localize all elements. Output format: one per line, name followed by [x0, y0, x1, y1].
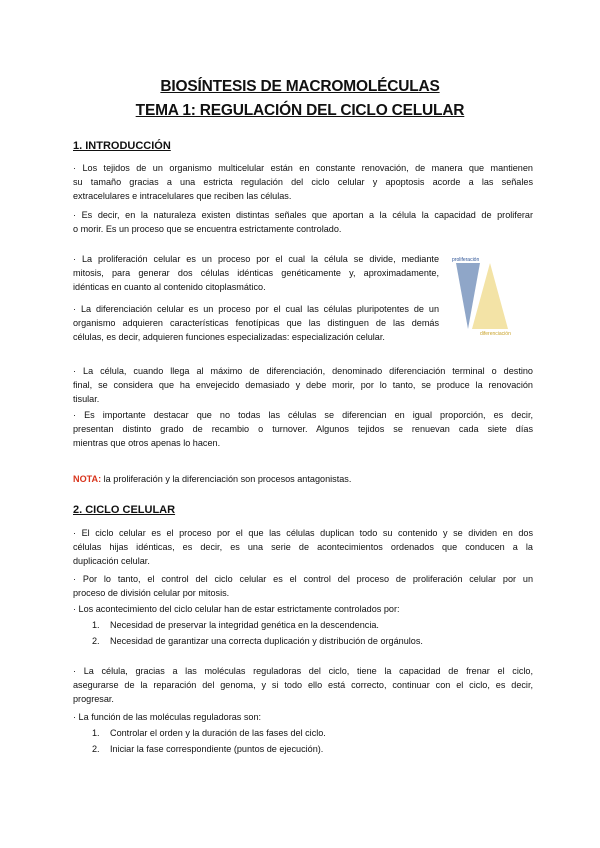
- list-number: 2.: [92, 636, 100, 646]
- text-line: proceso de división celular por mitosis.: [73, 588, 230, 599]
- paragraph: [73, 208, 533, 236]
- text-line: · El ciclo celular es el proceso por el que las células duplican todo su contenido y se dividen en dos: [73, 528, 533, 538]
- text-line: extracelulares e intracelulares que reciben las células.: [73, 191, 292, 202]
- document-title: BIOSÍNTESIS DE MACROMOLÉCULAS: [160, 78, 440, 95]
- text-line: · Es decir, en la naturaleza existen distintas señales que aportan a la célula la capacidad de proliferar: [73, 210, 533, 220]
- section-heading-ciclo-celular: 2. CICLO CELULAR: [73, 504, 176, 516]
- text-line: · La célula, cuando llega al máximo de diferenciación, denominado diferenciación terminal o destino: [73, 366, 533, 376]
- text-line: · La célula, gracias a las moléculas reguladoras del ciclo, tiene la capacidad de frenar el ciclo,: [73, 666, 533, 676]
- section-heading-introduccion: 1. INTRODUCCIÓN: [73, 140, 171, 152]
- text-line: presentan distinto grado de recambio o turnover. Algunos tejidos se renuevan cada siete días: [73, 424, 533, 435]
- text-line: · La función de las moléculas reguladoras son:: [73, 712, 262, 722]
- note-label: NOTA:: [73, 474, 102, 484]
- list-item: [92, 634, 423, 648]
- text-line: células, es decir, adquieren funciones especializadas: especialización celular.: [73, 332, 385, 343]
- note-text: la proliferación y la diferenciación son procesos antagonistas.: [101, 474, 352, 484]
- list-text: Controlar el orden y la duración de las fases del ciclo.: [110, 728, 326, 738]
- paragraph: [73, 161, 533, 204]
- text-line: mientras que otros apenas lo hacen.: [73, 438, 221, 449]
- list-number: 2.: [92, 744, 100, 754]
- text-line: idénticas en cuanto al contenido citoplasmático.: [73, 282, 266, 293]
- text-line: tisular.: [73, 394, 100, 405]
- list-text: Necesidad de preservar la integridad genética en la descendencia.: [110, 620, 379, 630]
- text-line: · Los tejidos de un organismo multicelular están en constante renovación, de manera que mantienen: [73, 163, 533, 173]
- text-line: final, se considera que ha envejecido demasiado y debe morir, por lo tanto, se produce la renovación: [73, 380, 533, 391]
- list-number: 1.: [92, 728, 100, 738]
- text-line: · La diferenciación celular es un proceso por el cual las células pluripotentes de un: [73, 304, 439, 314]
- text-line: duplicación celular.: [73, 556, 150, 567]
- paragraph: [73, 664, 533, 707]
- text-line: organismo adquieren características fenotípicas que las distinguen de las demás: [73, 318, 439, 329]
- list-number: 1.: [92, 620, 100, 630]
- list-text: Iniciar la fase correspondiente (puntos de ejecución).: [110, 744, 324, 754]
- paragraph: [73, 572, 533, 600]
- differentiation-label: diferenciación: [480, 331, 511, 337]
- list-text: Necesidad de garantizar una correcta duplicación y distribución de orgánulos.: [110, 636, 423, 646]
- paragraph: [73, 602, 533, 616]
- proliferation-differentiation-figure: [450, 253, 520, 337]
- paragraph: [73, 526, 533, 569]
- text-line: · Es importante destacar que no todas las células se diferencian en igual proporción, es decir,: [73, 410, 533, 420]
- text-line: · Por lo tanto, el control del ciclo celular es el control del proceso de proliferación celular por un: [73, 574, 533, 584]
- list-item: [92, 618, 379, 632]
- paragraph: [73, 252, 439, 295]
- text-line: o morir. Es un proceso que se encuentra estrictamente controlado.: [73, 224, 342, 235]
- text-line: mitosis, para generar dos células idénticas genéticamente y, aproximadamente,: [73, 268, 439, 279]
- text-line: · La proliferación celular es un proceso por el cual la célula se divide, mediante: [73, 254, 439, 264]
- proliferation-label: proliferación: [452, 257, 480, 263]
- paragraph: [73, 408, 533, 451]
- paragraph: [73, 364, 533, 407]
- list-item: [92, 726, 326, 740]
- text-line: progresar.: [73, 694, 114, 705]
- note: [73, 472, 533, 486]
- text-line: · Los acontecimiento del ciclo celular han de estar estrictamente controlados por:: [73, 604, 400, 614]
- paragraph: [73, 710, 533, 724]
- topic-title: TEMA 1: REGULACIÓN DEL CICLO CELULAR: [135, 102, 465, 119]
- text-line: su tamaño gracias a una estricta regulación del ciclo celular y apoptosis acorde a las señales: [73, 177, 533, 188]
- text-line: asegurarse de la reparación del genoma, y si todo ello está correcto, continuar con el ciclo, es decir,: [73, 680, 533, 691]
- paragraph: [73, 302, 439, 345]
- text-line: células hijas idénticas, es decir, es una serie de acontecimientos ordenados que conducen a la: [73, 542, 533, 553]
- list-item: [92, 742, 323, 756]
